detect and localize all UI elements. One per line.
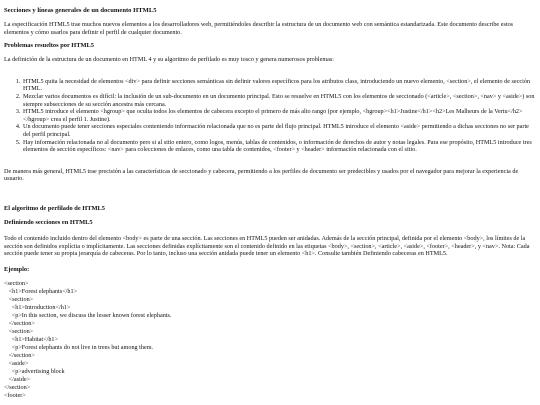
algorithm-heading: El algoritmo de perfilado de HTML5 bbox=[4, 204, 106, 212]
code-example: <section> <h1>Forest elephants</h1> <section> <h1>Introduction</h1> <p>In this section, we discuss the lesser known forest elephants. </section> <section> <h1>Habitat</h1> <p>Forest elephants do not live in trees but among them. </section> <aside> <p>advertising block </aside> </section> <footer> bbox=[4, 279, 172, 399]
problems-list bbox=[4, 78, 536, 154]
sections-paragraph: Todo el contenido incluido dentro del elemento <body> es parte de una sección. Las secciones en HTML5 pueden ser anidadas. Además de la sección principal, definida por el elemento <body>, los límites de la sección son definidos explícita o implícitamente. Las secciones definidas explícitamente son el contenido definido en las etiquetas <body>, <section>, <article>, <aside>, <footer>, <header>, y <nav>. Nota: Cada sección puede tener su propia jerarquía de cabeceras. Por lo tanto, incluso una sección anidada puede tener un elemento <h1>. Consulte también Definiendo cabeceras en HTML5. bbox=[4, 234, 530, 258]
problems-heading: Problemas resueltos por HTML5 bbox=[4, 42, 94, 50]
list-item: 2. Mezclar varios documentos es difícil: la inclusión de un sub-documento en un documento principal. Esto se resuelve en HTML5 con los elementos de seccionado (<article>, <section>, <nav> y <aside>) son siempre subsecciones de su sección ancestra más cercana. bbox=[22, 93, 536, 108]
list-item: 3. HTML5 introduce el elemento <hgroup> que oculta todos los elementos de cabecera excepto el primero de más alto rango (por ejemplo, <hgroup><h1>Justine</h1><h2>Les Malheurs de la Vertu</h2></hgroup> crea el perfil 1. Justine). bbox=[22, 108, 536, 123]
example-label: Ejemplo: bbox=[4, 265, 30, 273]
list-item: 4. Un documento puede tener secciones especiales conteniendo información relacionada que no es parte del flujo principal. HTML5 introduce el elemento <aside> permitiendo a dichas secciones no ser parte del perfil principal. bbox=[22, 123, 536, 138]
list-item: 5. Hay información relacionada no al documento pero si al sitio entero, como logos, menús, tablas de contenidos, o información de derechos de autor y notas legales. Para ese propósito, HTML5 introduce tres elementos de sección específicos: <nav> para colecciones de enlaces, como una tabla de contenidos, <footer> y <header> información relacionada con el sitio. bbox=[22, 139, 536, 154]
sections-subheading: Definiendo secciones en HTML5 bbox=[4, 218, 93, 226]
list-item: 1. HTML5 quita la necesidad de elementos <div> para definir secciones semánticas sin definir valores específicos para los atributos class, introduciendo un nuevo elemento, <section>, el elemento de sección HTML. bbox=[22, 78, 536, 93]
document-title: Secciones y líneas generales de un documento HTML5 bbox=[4, 7, 157, 14]
intro-paragraph: La especificación HTML5 trae muchos nuevos elementos a los desarrolladores web, permitiéndoles describir la estructura de un documento web con semántica estandarizada. Este documento describe estos elementos y cómo usarlos para definir el perfil de cualquier documento. bbox=[4, 21, 514, 36]
closing-paragraph: De manera más general, HTML5 trae precisión a las características de seccionado y cabecera, permitiendo a los perfiles de documento ser predecibles y usados por el navegador para mejorar la experiencia de usuario. bbox=[4, 167, 519, 183]
problems-paragraph: La definición de la estructura de un documento en HTML 4 y su algoritmo de perfilado es muy tosco y genera numerosos problemas: bbox=[4, 56, 335, 64]
